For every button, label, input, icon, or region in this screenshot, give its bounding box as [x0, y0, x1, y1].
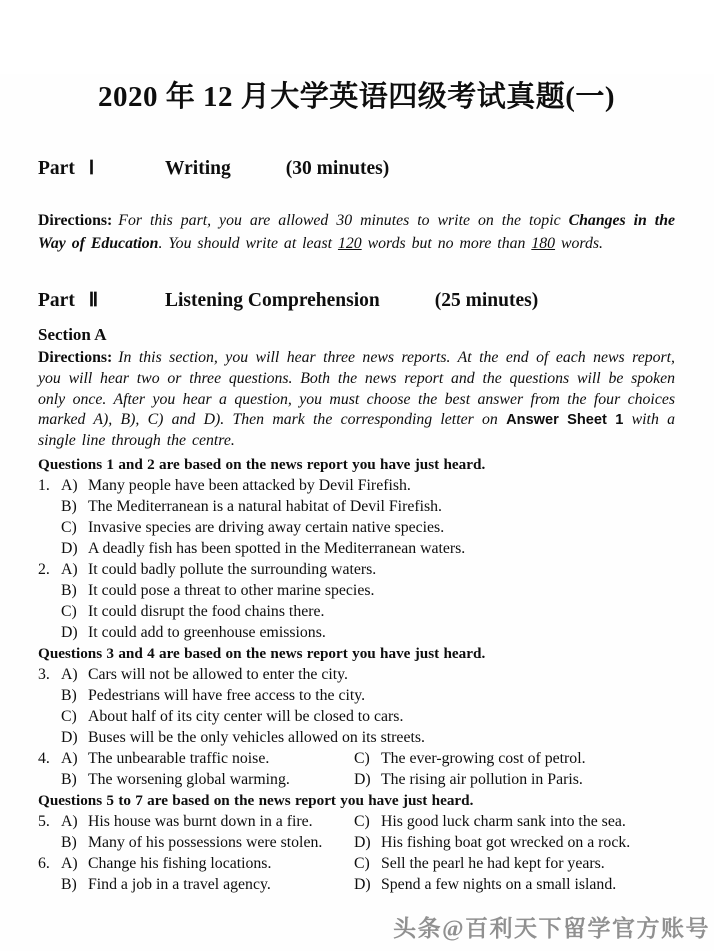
option-letter: A): [61, 476, 78, 494]
option-letter: B): [61, 833, 77, 851]
option-letter: D): [354, 875, 371, 893]
part1-heading: [38, 156, 675, 180]
directions-text: words.: [555, 235, 603, 252]
question-number: [38, 517, 61, 538]
option-letter: D): [61, 623, 78, 641]
option-text: The Mediterranean is a natural habitat of Devil Firefish.: [88, 497, 442, 515]
option-letter: C): [61, 707, 77, 725]
option-row: [38, 580, 675, 601]
option-text: Buses will be the only vehicles allowed on its streets.: [88, 728, 425, 746]
option-letter: A): [61, 749, 78, 767]
directions-text: words but no more than: [361, 235, 532, 252]
question-6: [38, 853, 675, 895]
directions-text: . You should write at least: [158, 235, 338, 252]
option-text: The ever-growing cost of petrol.: [381, 749, 586, 767]
question-1: [38, 475, 675, 559]
option-row: [38, 811, 354, 832]
max-word-count: 180: [531, 235, 556, 252]
part1-duration: (30 minutes): [285, 158, 390, 179]
question-2: [38, 559, 675, 643]
option-text: Many people have been attacked by Devil Firefish.: [88, 476, 411, 494]
question-group-header: Questions 5 to 7 are based on the news report you have just heard.: [38, 791, 474, 809]
question-number: [38, 874, 61, 895]
option-text: Change his fishing locations.: [88, 854, 272, 872]
option-letter: B): [61, 686, 77, 704]
question-number: [38, 601, 61, 622]
directions-text: with a single line through the centre.: [38, 411, 676, 450]
option-letter: B): [61, 875, 77, 893]
option-row: [38, 769, 354, 790]
question-number: [38, 622, 61, 643]
section-a-heading: Section A: [38, 325, 107, 344]
min-word-count: 120: [337, 235, 362, 252]
option-letter: C): [61, 518, 77, 536]
question-3: [38, 664, 675, 748]
option-letter: D): [354, 770, 371, 788]
listening-questions: [38, 454, 675, 895]
option-row: [38, 496, 675, 517]
part2-duration: (25 minutes): [434, 290, 539, 311]
option-row: [38, 559, 675, 580]
question-number: [38, 727, 61, 748]
option-row: [38, 748, 354, 769]
option-letter: A): [61, 812, 78, 830]
option-row: [38, 601, 675, 622]
option-letter: A): [61, 560, 78, 578]
question-number: [38, 580, 61, 601]
option-row: [354, 769, 675, 790]
option-letter: C): [354, 812, 370, 830]
question-number: [38, 496, 61, 517]
option-row: [354, 832, 675, 853]
directions-label: Directions:: [38, 349, 113, 366]
option-text: It could add to greenhouse emissions.: [88, 623, 326, 641]
option-text: His house was burnt down in a fire.: [88, 812, 313, 830]
option-text: It could pose a threat to other marine species.: [88, 581, 375, 599]
option-text: It could disrupt the food chains there.: [88, 602, 325, 620]
option-row: [38, 727, 675, 748]
option-row: [354, 874, 675, 895]
part1-name: Writing: [165, 158, 231, 179]
option-row: [354, 748, 675, 769]
option-text: His good luck charm sank into the sea.: [381, 812, 626, 830]
option-letter: C): [354, 749, 370, 767]
question-number: [38, 685, 61, 706]
option-text: Cars will not be allowed to enter the city.: [88, 665, 348, 683]
question-number: [38, 538, 61, 559]
question-number: 5.: [38, 812, 50, 830]
option-text: Find a job in a travel agency.: [88, 875, 271, 893]
exam-page: [0, 74, 714, 951]
option-letter: B): [61, 497, 77, 515]
option-text: Pedestrians will have free access to the city.: [88, 686, 366, 704]
question-number: 3.: [38, 665, 50, 683]
directions-label: Directions:: [38, 212, 113, 229]
question-number: [38, 706, 61, 727]
part1-directions: [38, 209, 675, 255]
option-letter: D): [61, 728, 78, 746]
option-row: [38, 853, 354, 874]
question-number: 2.: [38, 560, 50, 578]
option-row: [38, 517, 675, 538]
option-row: [354, 853, 675, 874]
option-row: [38, 706, 675, 727]
option-letter: C): [354, 854, 370, 872]
option-letter: B): [61, 770, 77, 788]
option-row: [38, 832, 354, 853]
option-letter: D): [61, 539, 78, 557]
part1-label: Part Ⅰ: [38, 158, 95, 179]
answer-sheet-ref: Answer Sheet 1: [506, 412, 624, 429]
option-text: Invasive species are driving away certain native species.: [88, 518, 445, 536]
option-text: A deadly fish has been spotted in the Mediterranean waters.: [88, 539, 466, 557]
option-text: Many of his possessions were stolen.: [88, 833, 323, 851]
option-row: [38, 538, 675, 559]
option-text: The unbearable traffic noise.: [88, 749, 270, 767]
part2-name: Listening Comprehension: [165, 290, 380, 311]
option-text: Sell the pearl he had kept for years.: [381, 854, 605, 872]
essay-topic: Changes in the Way of Education: [38, 212, 675, 252]
question-5: [38, 811, 675, 853]
option-row: [38, 685, 675, 706]
option-letter: C): [61, 602, 77, 620]
part2-label: Part Ⅱ: [38, 290, 99, 311]
question-number: 6.: [38, 854, 50, 872]
option-row: [38, 622, 675, 643]
option-text: The worsening global warming.: [88, 770, 290, 788]
option-letter: A): [61, 854, 78, 872]
option-text: Spend a few nights on a small island.: [381, 875, 617, 893]
option-row: [38, 664, 675, 685]
question-number: 4.: [38, 749, 50, 767]
option-row: [38, 475, 675, 496]
option-row: [354, 811, 675, 832]
directions-text: In this section, you will hear three news reports. At the end of each news report, you will hear two or three questions. Both the news report and the questions will be spoken only once. After you hear a question, you must choose the best answer from the four choices marked A), B), C) and D). Then mark the corresponding letter on: [38, 349, 675, 429]
option-letter: B): [61, 581, 77, 599]
document-title: 2020 年 12 月大学英语四级考试真题(一): [97, 81, 616, 113]
question-4: [38, 748, 675, 790]
question-group-header: Questions 3 and 4 are based on the news report you have just heard.: [38, 644, 486, 662]
option-text: The rising air pollution in Paris.: [381, 770, 583, 788]
option-text: His fishing boat got wrecked on a rock.: [381, 833, 631, 851]
option-letter: D): [354, 833, 371, 851]
part2-heading: [38, 288, 675, 312]
option-text: About half of its city center will be closed to cars.: [88, 707, 404, 725]
option-row: [38, 874, 354, 895]
question-number: [38, 769, 61, 790]
source-watermark: 头条@百利天下留学官方账号: [393, 916, 710, 941]
question-number: [38, 832, 61, 853]
question-group-header: Questions 1 and 2 are based on the news report you have just heard.: [38, 455, 486, 473]
question-number: 1.: [38, 476, 50, 494]
section-a-directions: [38, 348, 675, 452]
option-text: It could badly pollute the surrounding waters.: [88, 560, 377, 578]
directions-text: For this part, you are allowed 30 minutes to write on the topic: [118, 212, 569, 229]
option-letter: A): [61, 665, 78, 683]
